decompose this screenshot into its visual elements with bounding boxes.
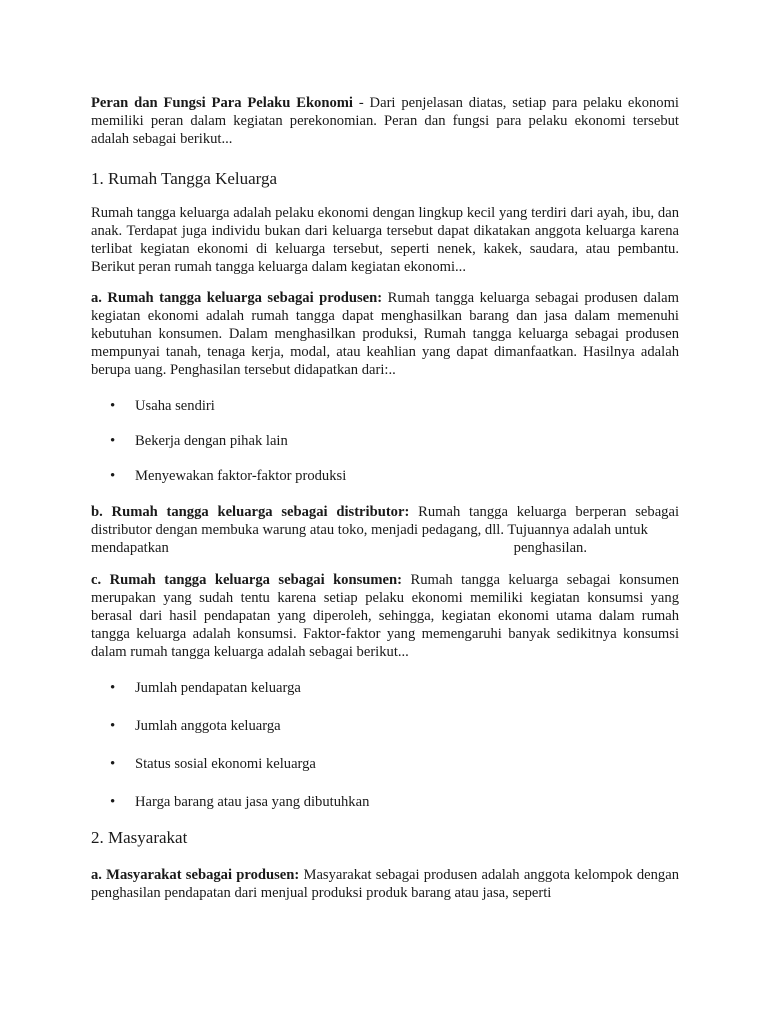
consumer-text: Rumah tangga keluarga sebagai konsumen merupakan yang sudah tentu karena setiap pelaku ekonomi memiliki kegiatan konsumsi yang berasal dari hasil pendapatan yang diperoleh, sehingga, kegiatan ekonomi utama dalam rumah tangga keluarga adalah konsumsi. Faktor-faktor yang memengaruhi banyak sedikitnya konsumsi dalam rumah tangga keluarga adalah sebagai berikut...: [91, 572, 680, 660]
section1-paragraph: Rumah tangga keluarga adalah pelaku ekonomi dengan lingkup kecil yang terdiri dari ayah, ibu, dan anak. Terdapat juga individu bukan dari keluarga tersebut dapat dikatakan anggota keluarga karena terlibat kegiatan ekonomi di keluarga tersebut, seperti nenek, kakek, saudara, atau pembantu. Berikut peran rumah tangga keluarga dalam kegiatan ekonomi...: [91, 205, 679, 275]
income-source-list: [91, 397, 679, 485]
society-producer-paragraph: [91, 866, 679, 902]
distributor-last-left: mendapatkan: [91, 540, 169, 556]
society-producer-text: Masyarakat sebagai produsen adalah anggota kelompok dengan penghasilan pendapatan dari menjual produksi produk barang atau jasa, seperti: [91, 867, 679, 901]
section1-heading: 1. Rumah Tangga Keluarga: [91, 169, 278, 188]
producer-text: Rumah tangga keluarga sebagai produsen dalam kegiatan ekonomi adalah rumah tangga dapat menghasilkan barang dan jasa dalam memenuhi kebutuhan konsumen. Dalam menghasilkan produksi, Rumah tangga keluarga sebagai produsen mempunyai tanah, tenaga kerja, modal, atau keahlian yang dapat dimanfaatkan. Hasilnya adalah berupa uang. Penghasilan tersebut didapatkan dari:..: [91, 290, 680, 378]
intro-bold: Peran dan Fungsi Para Pelaku Ekonomi: [91, 95, 353, 111]
list-item: • Jumlah pendapatan keluarga: [91, 679, 679, 697]
consumer-paragraph: [91, 571, 679, 661]
list-item: • Status sosial ekonomi keluarga: [91, 755, 679, 773]
list-item: • Harga barang atau jasa yang dibutuhkan: [91, 793, 679, 811]
producer-bold: a. Rumah tangga keluarga sebagai produsen:: [91, 290, 383, 306]
society-producer-bold: a. Masyarakat sebagai produsen:: [91, 867, 300, 883]
intro-text: - Dari penjelasan diatas, setiap para pelaku ekonomi memiliki peran dalam kegiatan perekonomian. Peran dan fungsi para pelaku ekonomi tersebut adalah sebagai berikut...: [91, 95, 679, 147]
list-item: • Usaha sendiri: [91, 397, 679, 415]
section2-heading: 2. Masyarakat: [91, 828, 188, 847]
distributor-bold: b. Rumah tangga keluarga sebagai distributor:: [91, 504, 410, 520]
distributor-text: Rumah tangga keluarga berperan sebagai distributor dengan membuka warung atau toko, menjadi pedagang, dll. Tujuannya adalah untuk: [91, 504, 680, 538]
distributor-paragraph: [91, 503, 679, 539]
list-item: • Menyewakan faktor-faktor produksi: [91, 467, 679, 485]
distributor-last-right: penghasilan.: [513, 540, 587, 556]
consumer-bold: c. Rumah tangga keluarga sebagai konsumen:: [91, 572, 403, 588]
document-content: [91, 89, 679, 902]
list-item: • Jumlah anggota keluarga: [91, 717, 679, 735]
producer-paragraph: [91, 289, 679, 379]
list-item: • Bekerja dengan pihak lain: [91, 432, 679, 450]
distributor-last-line: [91, 539, 679, 557]
consumption-factor-list: [91, 679, 679, 811]
intro-paragraph: [91, 94, 679, 148]
